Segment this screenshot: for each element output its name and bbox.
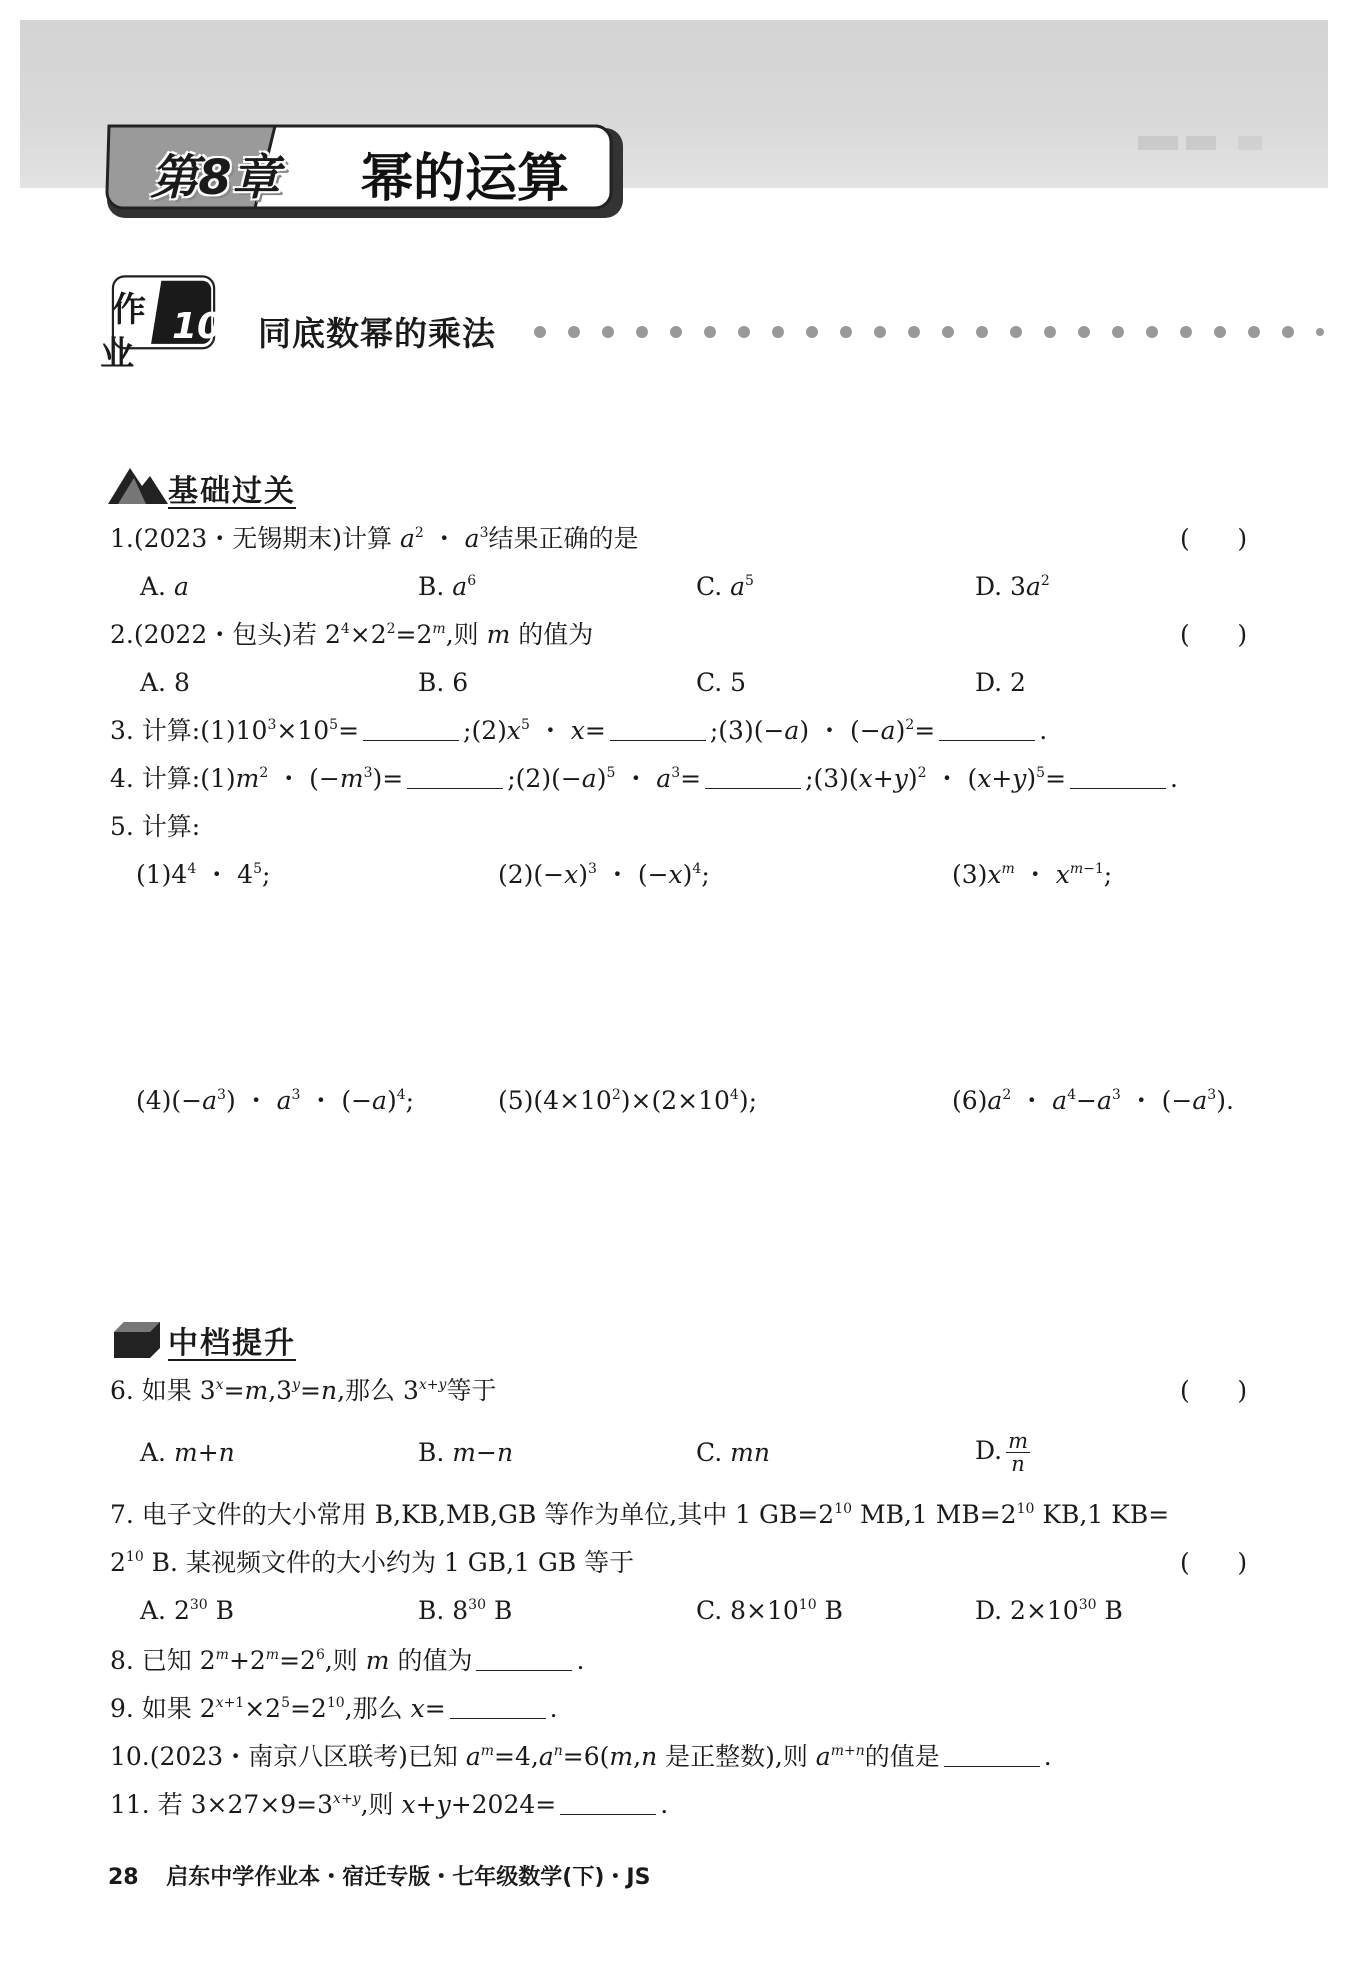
answer-blank[interactable] [610, 720, 706, 741]
q6-option-c: C. mn [696, 1438, 770, 1467]
block-icon [108, 1318, 162, 1362]
decorative-dots [534, 320, 1324, 344]
chapter-title: 幂的运算 [360, 148, 569, 209]
question-11: 11. 若 $3\times 27\times 9=3^{x+y}$,则 x+y+2024= . [110, 1790, 669, 1819]
q1-answer-paren: ( ) [1180, 524, 1248, 553]
q5-part-4: $(4)(-a^3)$ ・ $a^3$ ・ $(-a)^4$; [136, 1086, 415, 1115]
q5-part-6: $(6)a^2$ ・ $a^4-a^3$ ・ $(-a^3)$. [952, 1086, 1234, 1115]
lesson-title: 同底数幂的乘法 [258, 314, 496, 353]
q5-part-3: $(3)x^m$ ・ $x^{m-1}$; [952, 860, 1113, 889]
q1-option-d: D. $3a^2$ [975, 572, 1050, 601]
footer-text: 启东中学作业本・宿迁专版・七年级数学(下)・JS [166, 1865, 651, 1890]
q7-option-c: C. $8\times 10^{10}$ B [696, 1596, 843, 1625]
answer-blank[interactable] [363, 720, 459, 741]
q5-part-5: $(5)(4\times 10^2)\times(2\times 10^4)$; [498, 1086, 757, 1115]
question-8: 8. 已知 $2^m+2^m=2^6$,则 m 的值为 . [110, 1646, 585, 1675]
q5-part-2: $(2)(-x)^3$ ・ $(-x)^4$; [498, 860, 710, 889]
q5-part-1: $(1)4^4$ ・ $4^5$; [136, 860, 271, 889]
homework-char-1: 作 [112, 290, 146, 330]
q6-option-d: D. $\frac{m}{n}$ [975, 1429, 1029, 1476]
q1-option-c: C. $a^5$ [696, 572, 754, 601]
question-3: 3. 计算$:(1)10^3\times 10^5=$ $;(2)x^5$ ・ x= ;(3)(−a) ・ $(-a)^2=$ . [110, 716, 1048, 745]
question-2: 2.(2022・包头)若 $2^4\times 2^2=2^m$,则 m 的值为 [110, 620, 594, 649]
question-10: 10.(2023・南京八区联考)已知 $a^m=4,a^n=6(m,n$ 是正整数),则 $a^{m+n}$的值是 . [110, 1742, 1052, 1771]
answer-blank[interactable] [705, 768, 801, 789]
q7-option-b: B. $8^{30}$ B [418, 1596, 513, 1625]
q2-option-b: B. 6 [418, 668, 469, 697]
page-number: 28 [108, 1865, 139, 1890]
question-1: 1.(2023・无锡期末)计算 $a^2$ ・ $a^3$结果正确的是 [110, 524, 639, 553]
question-7-line-2: $2^{10}$ B. 某视频文件的大小约为 1 GB,1 GB 等于 [110, 1548, 635, 1577]
footer [108, 1860, 650, 1891]
section-basic-title: 基础过关 [168, 474, 296, 509]
chapter-number: 第8章 [150, 149, 280, 206]
q1-option-a: A. a [140, 572, 189, 601]
mountain-icon [108, 462, 168, 506]
q1-option-b: B. $a^6$ [418, 572, 477, 601]
homework-char-2: 业 [100, 334, 134, 374]
homework-number: 10 [172, 306, 223, 347]
answer-blank[interactable] [1070, 768, 1166, 789]
q1-stem-suffix: 结果正确的是 [488, 524, 639, 553]
fraction-m-over-n: $\frac{m}{n}$ [1008, 1429, 1029, 1476]
section-intermediate-title: 中档提升 [168, 1326, 296, 1361]
question-7-line-1: 7. 电子文件的大小常用 B,KB,MB,GB 等作为单位,其中 1 $GB=2^{10}$ MB,1 $MB=2^{10}$ KB,1 KB= [110, 1500, 1170, 1529]
answer-blank[interactable] [939, 720, 1035, 741]
answer-blank[interactable] [944, 1746, 1040, 1767]
q7-answer-paren: ( ) [1180, 1548, 1248, 1577]
q7-option-a: A. $2^{30}$ B [140, 1596, 235, 1625]
q2-option-d: D. 2 [975, 668, 1026, 697]
question-9: 9. 如果 $2^{x+1}\times 2^5=2^{10}$,那么 x= . [110, 1694, 558, 1723]
header-watermark [1138, 132, 1268, 154]
q6-option-a: A. m+n [140, 1438, 235, 1467]
question-5: 5. 计算: [110, 812, 201, 841]
q6-answer-paren: ( ) [1180, 1376, 1248, 1405]
q2-option-c: C. 5 [696, 668, 747, 697]
question-6: 6. 如果 $3^x=m,3^y=n$,那么 $3^{x+y}$等于 [110, 1376, 497, 1405]
q6-option-b: B. m−n [418, 1438, 514, 1467]
q2-option-a: A. 8 [140, 668, 190, 697]
answer-blank[interactable] [476, 1650, 572, 1671]
answer-blank[interactable] [560, 1794, 656, 1815]
q1-stem-prefix: 1.(2023・无锡期末)计算 [110, 524, 400, 553]
q7-option-d: D. $2\times 10^{30}$ B [975, 1596, 1123, 1625]
question-4: 4. 计算$:(1)m^2$ ・ $(-m^3)=$ $;(2)(-a)^5$ ・ $a^3=$ $;(3)(x+y)^2$ ・ $(x+y)^5=$ . [110, 764, 1178, 793]
answer-blank[interactable] [407, 768, 503, 789]
q2-answer-paren: ( ) [1180, 620, 1248, 649]
answer-blank[interactable] [450, 1698, 546, 1719]
